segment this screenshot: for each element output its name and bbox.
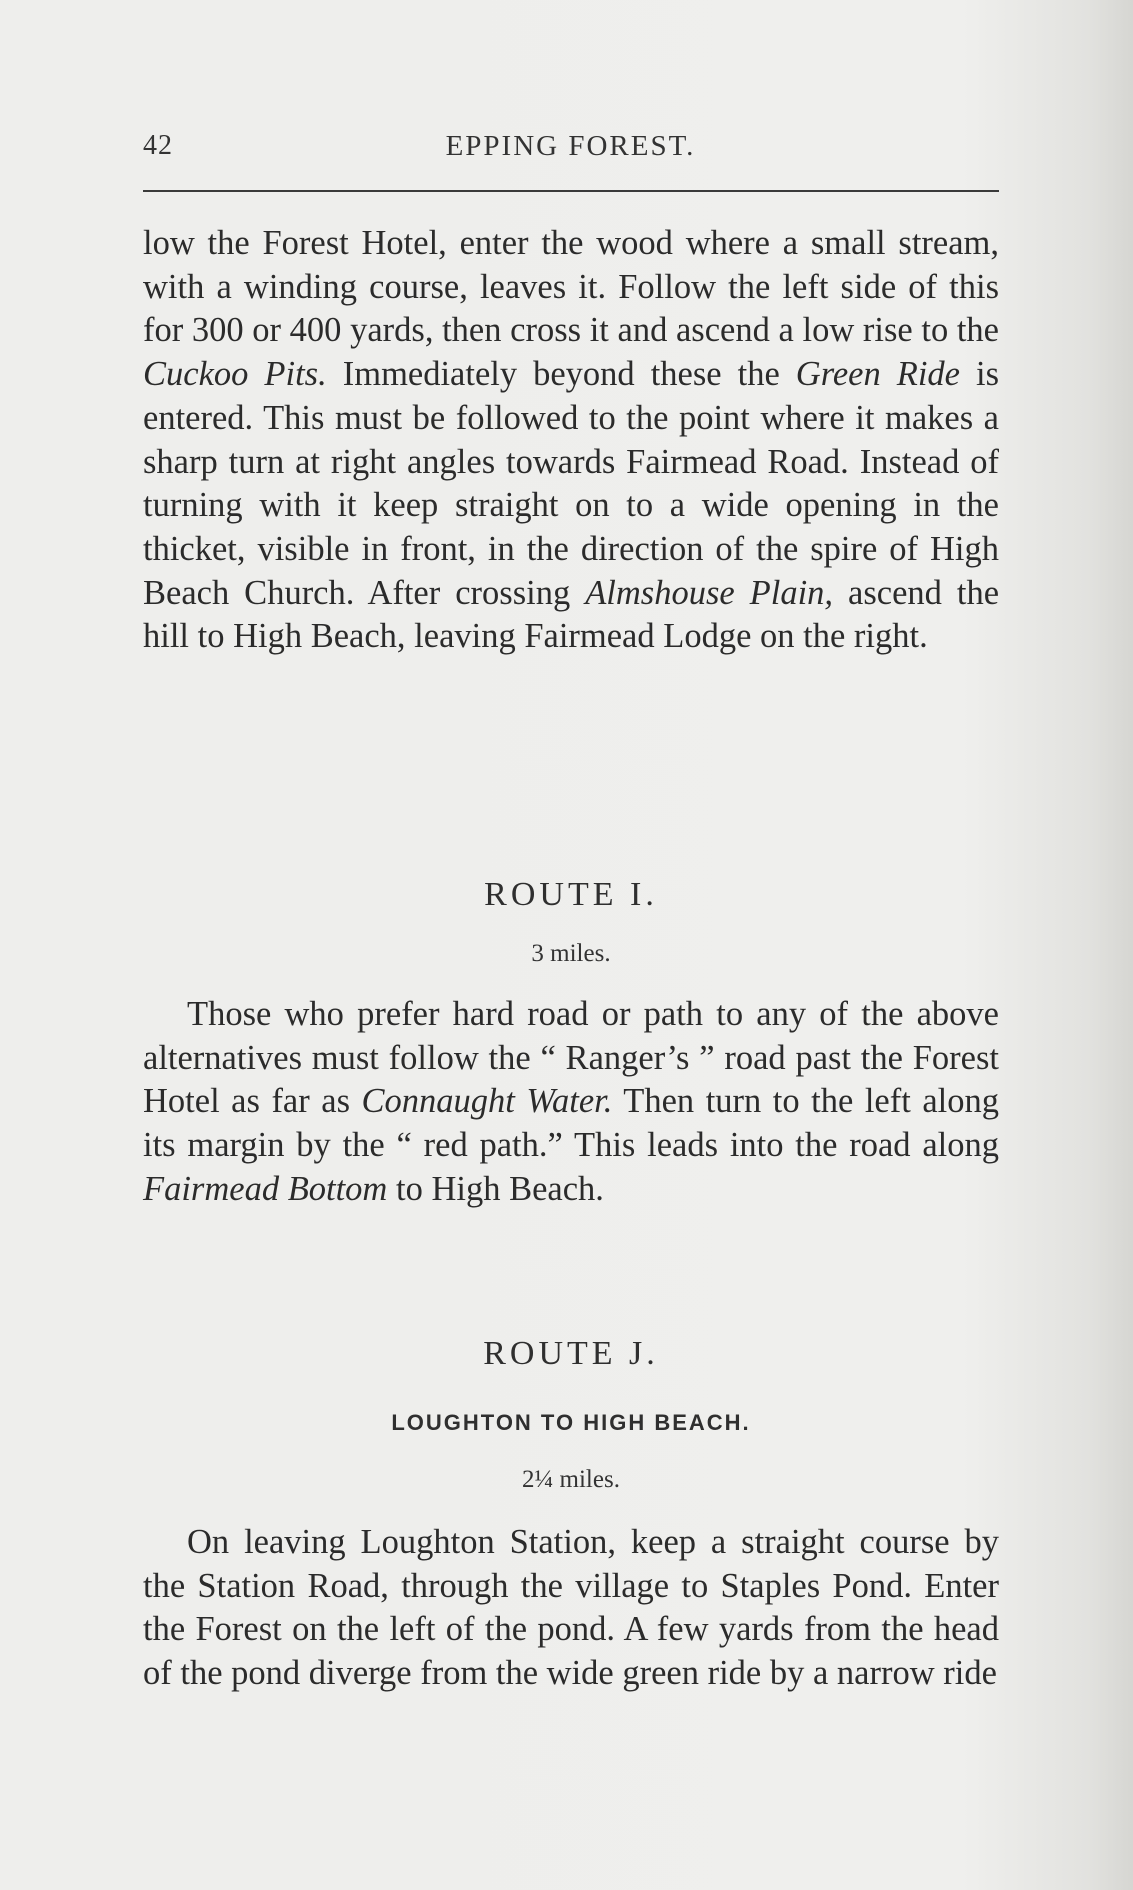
route-j-subheading: LOUGHTON TO HIGH BEACH. (391, 1410, 751, 1435)
route-j-distance: 2¼ miles. (522, 1466, 620, 1493)
route-i-heading: ROUTE I. (484, 876, 658, 913)
place-name: Almshouse Plain, (585, 573, 834, 612)
page-number: 42 (143, 130, 173, 161)
text-segment: Then turn to the left along its margin by the “ red path.” This leads into the road along (143, 1082, 999, 1165)
paragraph-route-j (143, 1521, 999, 1696)
place-name: Green Ride (795, 355, 960, 394)
text-segment: to High Beach. (387, 1169, 604, 1208)
text-segment: ascend the hill to High Beach, leaving Fairmead Lodge on the right. (143, 573, 1000, 656)
text-segment: low the Forest Hotel, enter the wood where a small stream, with a winding course, leaves it. Follow the left side of this for 300 or 400 yards, then cross it and ascend a low rise to the (143, 224, 999, 350)
place-name: Fairmead Bottom (143, 1169, 388, 1208)
route-j-heading: ROUTE J. (483, 1335, 659, 1372)
text-segment: On leaving Loughton Station, keep a straight course by the Station Road, through the village to Staples Pond. Enter the Forest on the left of the pond. A few yards from the head of the pond diverge from the wide green ride by a narrow ride (143, 1523, 999, 1693)
text-segment: Those who prefer hard road or path to any of the above alternatives must follow the “ Ranger’s ” road past the Forest Hotel as far as (143, 995, 999, 1121)
paragraph-route-i (143, 993, 999, 1212)
place-name: Cuckoo Pits. (143, 355, 327, 394)
running-head: EPPING FOREST. (445, 130, 696, 162)
text-segment: is entered. This must be followed to the point where it makes a sharp turn at right angles towards Fairmead Road. Instead of turning with it keep straight on to a wide opening in the thicket, visible in front, in the direction of the spire of High Beach Church. After crossing (143, 355, 1000, 612)
paragraph-route-h-continued (143, 222, 999, 659)
page-header (143, 126, 998, 172)
route-i-distance: 3 miles. (531, 940, 611, 967)
place-name: Connaught Water. (361, 1082, 613, 1121)
text-segment: Immediately beyond these the (326, 355, 796, 394)
header-rule (143, 190, 999, 192)
